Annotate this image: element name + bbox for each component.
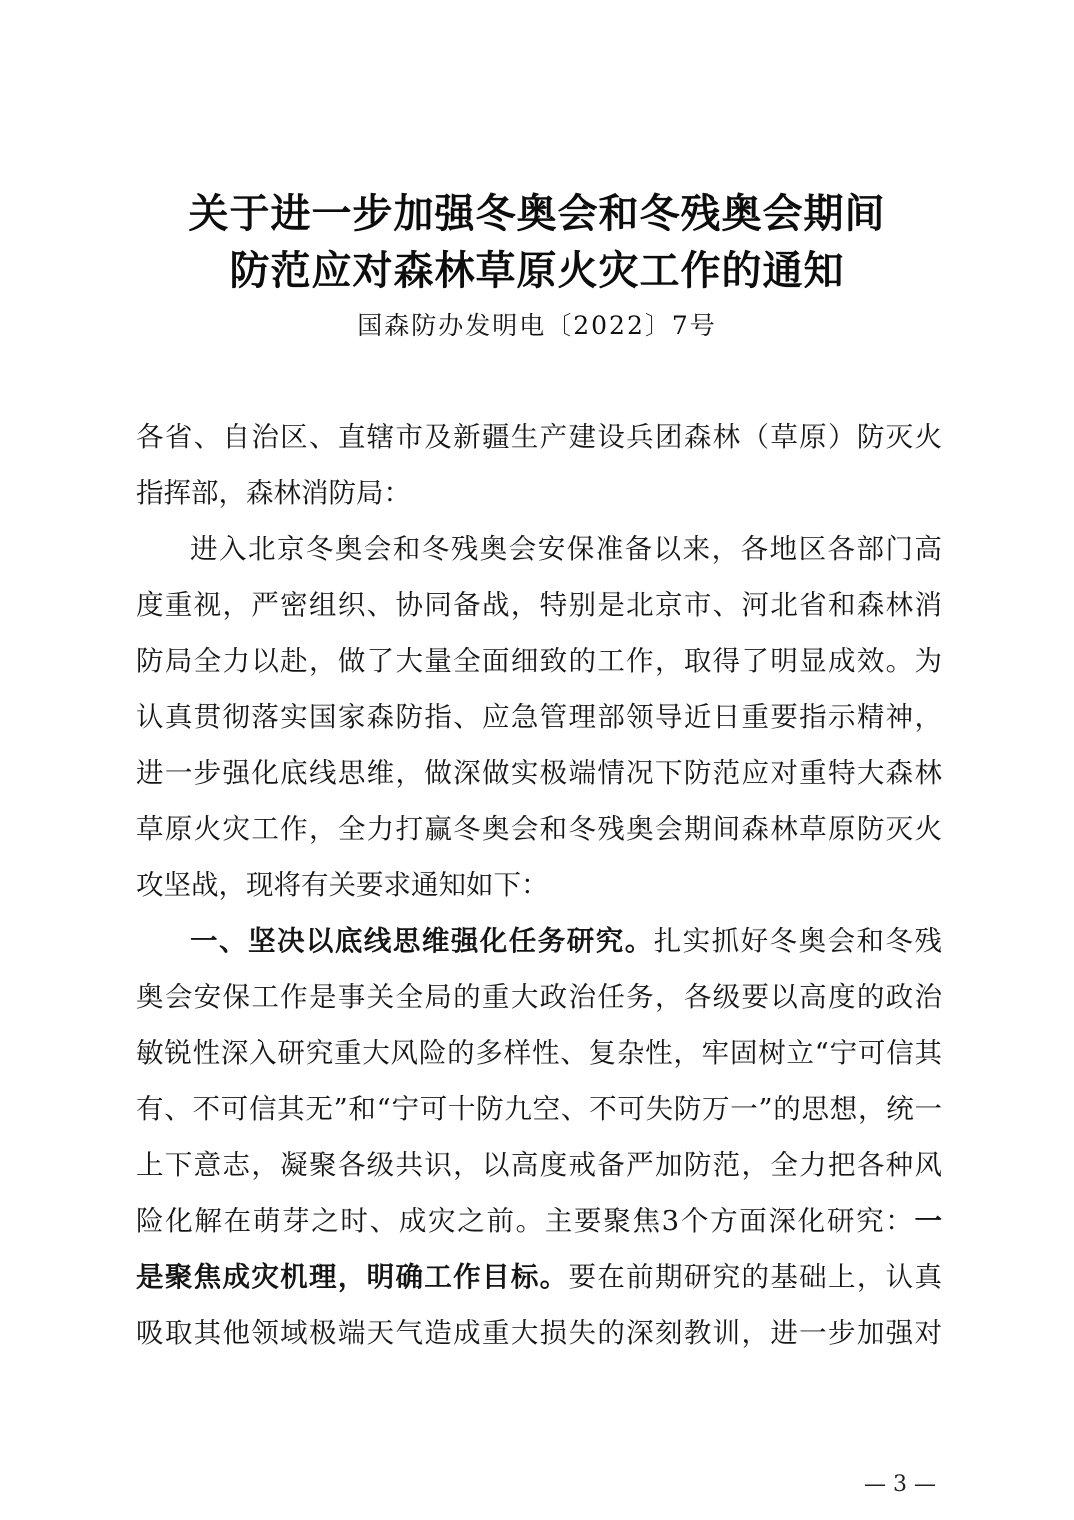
page-number: — 3 —	[864, 1472, 936, 1497]
paragraph-line	[136, 1193, 942, 1249]
paragraph-line	[136, 1249, 942, 1305]
section-1-text: 险化解在萌芽之时、成灾之前。主要聚焦3个方面深化研究：	[136, 1205, 915, 1237]
section-1-heading: 一、坚决以底线思维强化任务研究。	[190, 925, 654, 957]
paragraph-line: 认真贯彻落实国家森防指、应急管理部领导近日重要指示精神，	[136, 701, 942, 733]
paragraph-line: 奥会安保工作是事关全局的重大政治任务，各级要以高度的政治	[136, 981, 942, 1013]
document-number: 国森防办发明电〔2022〕7号	[357, 311, 717, 340]
paragraph-line: 进入北京冬奥会和冬残奥会安保准备以来，各地区各部门高	[190, 533, 942, 565]
paragraph-line: 吸取其他领域极端天气造成重大损失的深刻教训，进一步加强对	[136, 1317, 942, 1349]
section-1-text: 要在前期研究的基础上，认真	[568, 1261, 942, 1293]
title-line-2: 防范应对森林草原火灾工作的通知	[229, 248, 845, 294]
title-line-1: 关于进一步加强冬奥会和冬残奥会期间	[188, 191, 886, 237]
paragraph-line: 有、不可信其无”和“宁可十防九空、不可失防万一”的思想，统一	[136, 1093, 942, 1125]
recipient-line: 各省、自治区、直辖市及新疆生产建设兵团森林（草原）防灭火	[136, 421, 942, 453]
paragraph-line: 敏锐性深入研究重大风险的多样性、复杂性，牢固树立“宁可信其	[136, 1037, 942, 1069]
paragraph-line: 进一步强化底线思维，做深做实极端情况下防范应对重特大森林	[136, 757, 942, 789]
recipient-line: 指挥部，森林消防局：	[136, 477, 411, 509]
paragraph-line: 攻坚战，现将有关要求通知如下：	[136, 869, 549, 901]
paragraph-line: 度重视，严密组织、协同备战，特别是北京市、河北省和森林消	[136, 589, 942, 621]
subpoint-heading: 是聚焦成灾机理，明确工作目标。	[136, 1261, 569, 1293]
subpoint-heading: 一	[914, 1205, 942, 1237]
section-1-first-line	[190, 913, 942, 969]
paragraph-line: 上下意志，凝聚各级共识，以高度戒备严加防范，全力把各种风	[136, 1149, 942, 1181]
paragraph-line: 防局全力以赴，做了大量全面细致的工作，取得了明显成效。为	[136, 645, 942, 677]
section-1-text: 扎实抓好冬奥会和冬残	[653, 925, 943, 957]
paragraph-line: 草原火灾工作，全力打赢冬奥会和冬残奥会期间森林草原防灭火	[136, 813, 942, 845]
